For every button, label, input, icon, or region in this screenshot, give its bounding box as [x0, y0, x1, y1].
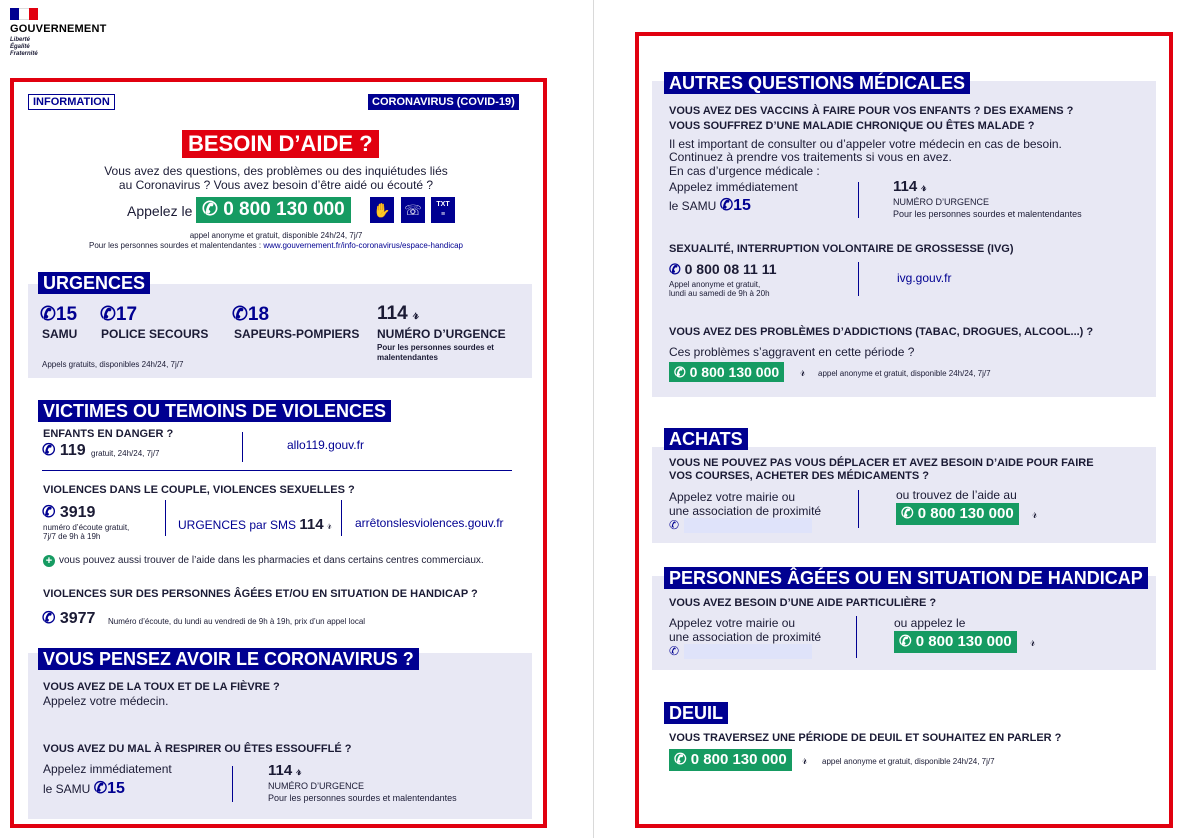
couple-question: VIOLENCES DANS LE COUPLE, VIOLENCES SEXUELLES ?: [43, 484, 355, 496]
info-tag: INFORMATION: [28, 94, 115, 110]
phone-icon: ✆: [669, 261, 681, 277]
corona-114: 114 𝓇: [268, 762, 302, 779]
addictions-note: appel anonyme et gratuit, disponible 24h/24, 7j/7: [818, 369, 991, 378]
toux-answer: Appelez votre médecin.: [43, 694, 169, 708]
logo-motto-3: Fraternité: [10, 51, 38, 57]
besoin-title: BESOIN D’AIDE ?: [182, 130, 379, 158]
phone-icon: ✆: [669, 644, 680, 658]
medical-separator: [858, 182, 859, 218]
couple-number: ✆ 3919: [42, 504, 96, 521]
deuil-note: appel anonyme et gratuit, disponible 24h/24, 7j/7: [822, 757, 995, 766]
logo-title: GOUVERNEMENT: [10, 23, 107, 35]
medical-a1-line2: Continuez à prendre vos traitements si vous en avez.: [669, 150, 952, 164]
corona-call-1: Appelez immédiatement: [43, 762, 172, 776]
ivg-number: ✆ 0 800 08 11 11: [669, 261, 777, 277]
medical-call-2: le SAMU ✆15: [669, 197, 751, 214]
achats-or: ou trouvez de l’aide au: [896, 488, 1017, 502]
txt-icon: TXT ≡: [431, 197, 455, 223]
free-line: appel anonyme et gratuit, disponible 24h/24, 7j/7: [189, 231, 363, 240]
agees-note: Numéro d’écoute, du lundi au vendredi de 9h à 19h, prix d’un appel local: [108, 617, 366, 626]
medical-114-sub: Pour les personnes sourdes et malentendantes: [893, 209, 1082, 219]
ear-icon: 𝓇: [921, 180, 927, 194]
samu-number: ✆15: [40, 304, 78, 325]
enfants-link[interactable]: allo119.gouv.fr: [287, 438, 364, 452]
couple-separator-1: [165, 500, 166, 536]
enfants-question: ENFANTS EN DANGER ?: [43, 428, 174, 440]
phone-icon: ✆: [669, 518, 680, 532]
achats-phone-blank: [684, 518, 812, 533]
deuil-question: VOUS TRAVERSEZ UNE PÉRIODE DE DEUIL ET SOUHAITEZ EN PARLER ?: [669, 732, 1062, 744]
phone-icon: ✆: [674, 364, 686, 380]
phone-icon: ✆: [40, 304, 56, 325]
ear-icon: 𝓇: [326, 518, 332, 532]
phone-icon: ✆: [202, 199, 218, 220]
medical-a1-line3: En cas d’urgence médicale :: [669, 164, 820, 178]
ear-icon: 𝓇: [412, 306, 419, 322]
phone-icon: ✆: [100, 304, 116, 325]
addictions-question: VOUS AVEZ DES PROBLÈMES D’ADDICTIONS (TABAC, DROGUES, ALCOOL...) ?: [669, 326, 1094, 338]
n114-label: NUMÉRO D’URGENCE: [377, 327, 506, 341]
handicap-separator: [856, 616, 857, 658]
handicap-number: 0 800 130 000: [915, 633, 1012, 650]
corona-title: VOUS PENSEZ AVOIR LE CORONAVIRUS ?: [38, 648, 419, 670]
medical-114-label: NUMÉRO D’URGENCE: [893, 197, 990, 207]
phone-icon: ✆: [901, 505, 914, 522]
violences-title: VICTIMES OU TEMOINS DE VIOLENCES: [38, 400, 391, 422]
samu-label: SAMU: [42, 327, 78, 341]
n114-number: 114 𝓇: [377, 303, 419, 324]
police-number: ✆17: [100, 304, 138, 325]
police-label: POLICE SECOURS: [101, 327, 209, 341]
enfants-separator: [242, 432, 243, 462]
pharma-text: vous pouvez aussi trouver de l’aide dans les pharmacies et dans certains centres commerciaux.: [59, 555, 484, 566]
addictions-number-badge[interactable]: [669, 362, 784, 382]
logo-motto-1: Liberté: [10, 37, 31, 43]
addictions-answer: Ces problèmes s’aggravent en cette période ?: [669, 345, 915, 359]
phone-icon: ✆: [42, 504, 56, 521]
covid-tag: CORONAVIRUS (COVID-19): [368, 94, 519, 110]
addictions-number: 0 800 130 000: [689, 364, 780, 380]
corona-114-label: NUMÉRO D’URGENCE: [268, 781, 365, 791]
achats-number: 0 800 130 000: [917, 505, 1014, 522]
medical-a1-line1: Il est important de consulter ou d’appeler votre médecin en cas de besoin.: [669, 137, 1062, 151]
pompiers-number: ✆18: [232, 304, 270, 325]
achats-title: ACHATS: [664, 428, 748, 450]
sms-label: URGENCES par SMS 114 𝓇: [178, 516, 332, 533]
phone-icon: ✆: [899, 633, 912, 650]
deaf-url[interactable]: www.gouvernement.fr/info-coronavirus/espace-handicap: [263, 241, 463, 250]
ivg-separator: [858, 262, 859, 296]
couple-separator-2: [341, 500, 342, 536]
couple-note-1: numéro d’écoute gratuit,: [43, 523, 130, 532]
urgences-title: URGENCES: [38, 272, 150, 294]
medical-114: 114 𝓇: [893, 178, 927, 195]
handicap-number-badge[interactable]: [894, 631, 1017, 653]
urgences-free: Appels gratuits, disponibles 24h/24, 7j/7: [42, 360, 184, 369]
phone-icon: ✆: [674, 751, 687, 768]
hearing-icon: ☏: [401, 197, 425, 223]
achats-question-1: VOUS NE POUVEZ PAS VOUS DÉPLACER ET AVEZ BESOIN D’AIDE POUR FAIRE: [669, 457, 1094, 469]
flag-icon: [10, 8, 38, 20]
ivg-note-2: lundi au samedi de 9h à 20h: [669, 289, 770, 298]
sign-language-icon: ✋: [370, 197, 394, 223]
corona-separator: [232, 766, 233, 802]
violences-rule: [42, 470, 512, 471]
medical-call-1: Appelez immédiatement: [669, 180, 798, 194]
deuil-title: DEUIL: [664, 702, 728, 724]
medical-title: AUTRES QUESTIONS MÉDICALES: [664, 72, 970, 94]
intro-line-2: au Coronavirus ? Vous avez besoin d’être aidé ou écouté ?: [118, 178, 434, 192]
page-divider: [593, 0, 594, 838]
achats-number-badge[interactable]: [896, 503, 1019, 525]
medical-q1-line2: VOUS SOUFFREZ D’UNE MALADIE CHRONIQUE OU ÊTES MALADE ?: [669, 120, 1035, 132]
enfants-number: ✆ 119: [42, 442, 86, 459]
intro-line-1: Vous avez des questions, des problèmes ou des inquiétudes liés: [104, 164, 448, 178]
phone-icon: ✆: [42, 610, 56, 627]
enfants-note: gratuit, 24h/24, 7j/7: [91, 449, 160, 458]
handicap-question: VOUS AVEZ BESOIN D’UNE AIDE PARTICULIÈRE ?: [669, 597, 937, 609]
phone-icon: ✆: [719, 197, 734, 214]
respirer-question: VOUS AVEZ DU MAL À RESPIRER OU ÊTES ESSOUFFLÉ ?: [43, 743, 352, 755]
achats-question-2: VOS COURSES, ACHETER DES MÉDICAMENTS ?: [669, 470, 929, 482]
handicap-phone-blank: [684, 644, 812, 659]
ear-icon: 𝓇: [802, 752, 808, 767]
handicap-answer-2: une association de proximité: [669, 630, 822, 644]
logo-motto-2: Égalité: [10, 44, 30, 50]
handicap-answer-1: Appelez votre mairie ou: [669, 616, 796, 630]
agees-number: ✆ 3977: [42, 610, 96, 627]
ear-icon: 𝓇: [1032, 506, 1038, 521]
n114-sub-2: malentendantes: [377, 353, 438, 362]
ear-icon: 𝓇: [296, 764, 302, 778]
toux-question: VOUS AVEZ DE LA TOUX ET DE LA FIÈVRE ?: [43, 681, 280, 693]
couple-link[interactable]: arrêtonslesviolences.gouv.fr: [355, 516, 504, 530]
medical-q1-line1: VOUS AVEZ DES VACCINS À FAIRE POUR VOS ENFANTS ? DES EXAMENS ?: [669, 105, 1074, 117]
achats-separator: [858, 490, 859, 528]
deuil-number: 0 800 130 000: [690, 751, 787, 768]
handicap-or: ou appelez le: [894, 616, 966, 630]
ivg-note-1: Appel anonyme et gratuit,: [669, 280, 761, 289]
deaf-line: Pour les personnes sourdes et malentendantes : www.gouvernement.fr/info-coronavirus/espace-handicap: [88, 241, 463, 250]
achats-answer-1: Appelez votre mairie ou: [669, 490, 796, 504]
achats-answer-2: une association de proximité: [669, 504, 822, 518]
ivg-link[interactable]: ivg.gouv.fr: [897, 271, 952, 285]
phone-icon: ✆: [42, 442, 56, 459]
main-number: 0 800 130 000: [223, 199, 345, 220]
corona-call-2: le SAMU ✆15: [43, 780, 125, 797]
ivg-question: SEXUALITÉ, INTERRUPTION VOLONTAIRE DE GROSSESSE (IVG): [669, 243, 1014, 255]
ear-icon: 𝓇: [800, 364, 806, 379]
gouvernement-logo: [10, 8, 120, 60]
deuil-number-badge[interactable]: [669, 749, 792, 771]
phone-icon: ✆: [232, 304, 248, 325]
pompiers-label: SAPEURS-POMPIERS: [234, 327, 360, 341]
call-label: Appelez le: [127, 203, 193, 219]
agees-question: VIOLENCES SUR DES PERSONNES ÂGÉES ET/OU EN SITUATION DE HANDICAP ?: [43, 588, 478, 600]
couple-note-2: 7j/7 de 9h à 19h: [43, 532, 101, 541]
handicap-title: PERSONNES ÂGÉES OU EN SITUATION DE HANDICAP: [664, 567, 1148, 589]
phone-icon: ✆: [93, 780, 108, 797]
main-number-badge[interactable]: [196, 197, 351, 223]
n114-sub-1: Pour les personnes sourdes et: [377, 343, 494, 352]
corona-114-sub: Pour les personnes sourdes et malentendantes: [268, 793, 457, 803]
ear-icon: 𝓇: [1030, 634, 1036, 649]
plus-icon: +: [43, 555, 55, 567]
